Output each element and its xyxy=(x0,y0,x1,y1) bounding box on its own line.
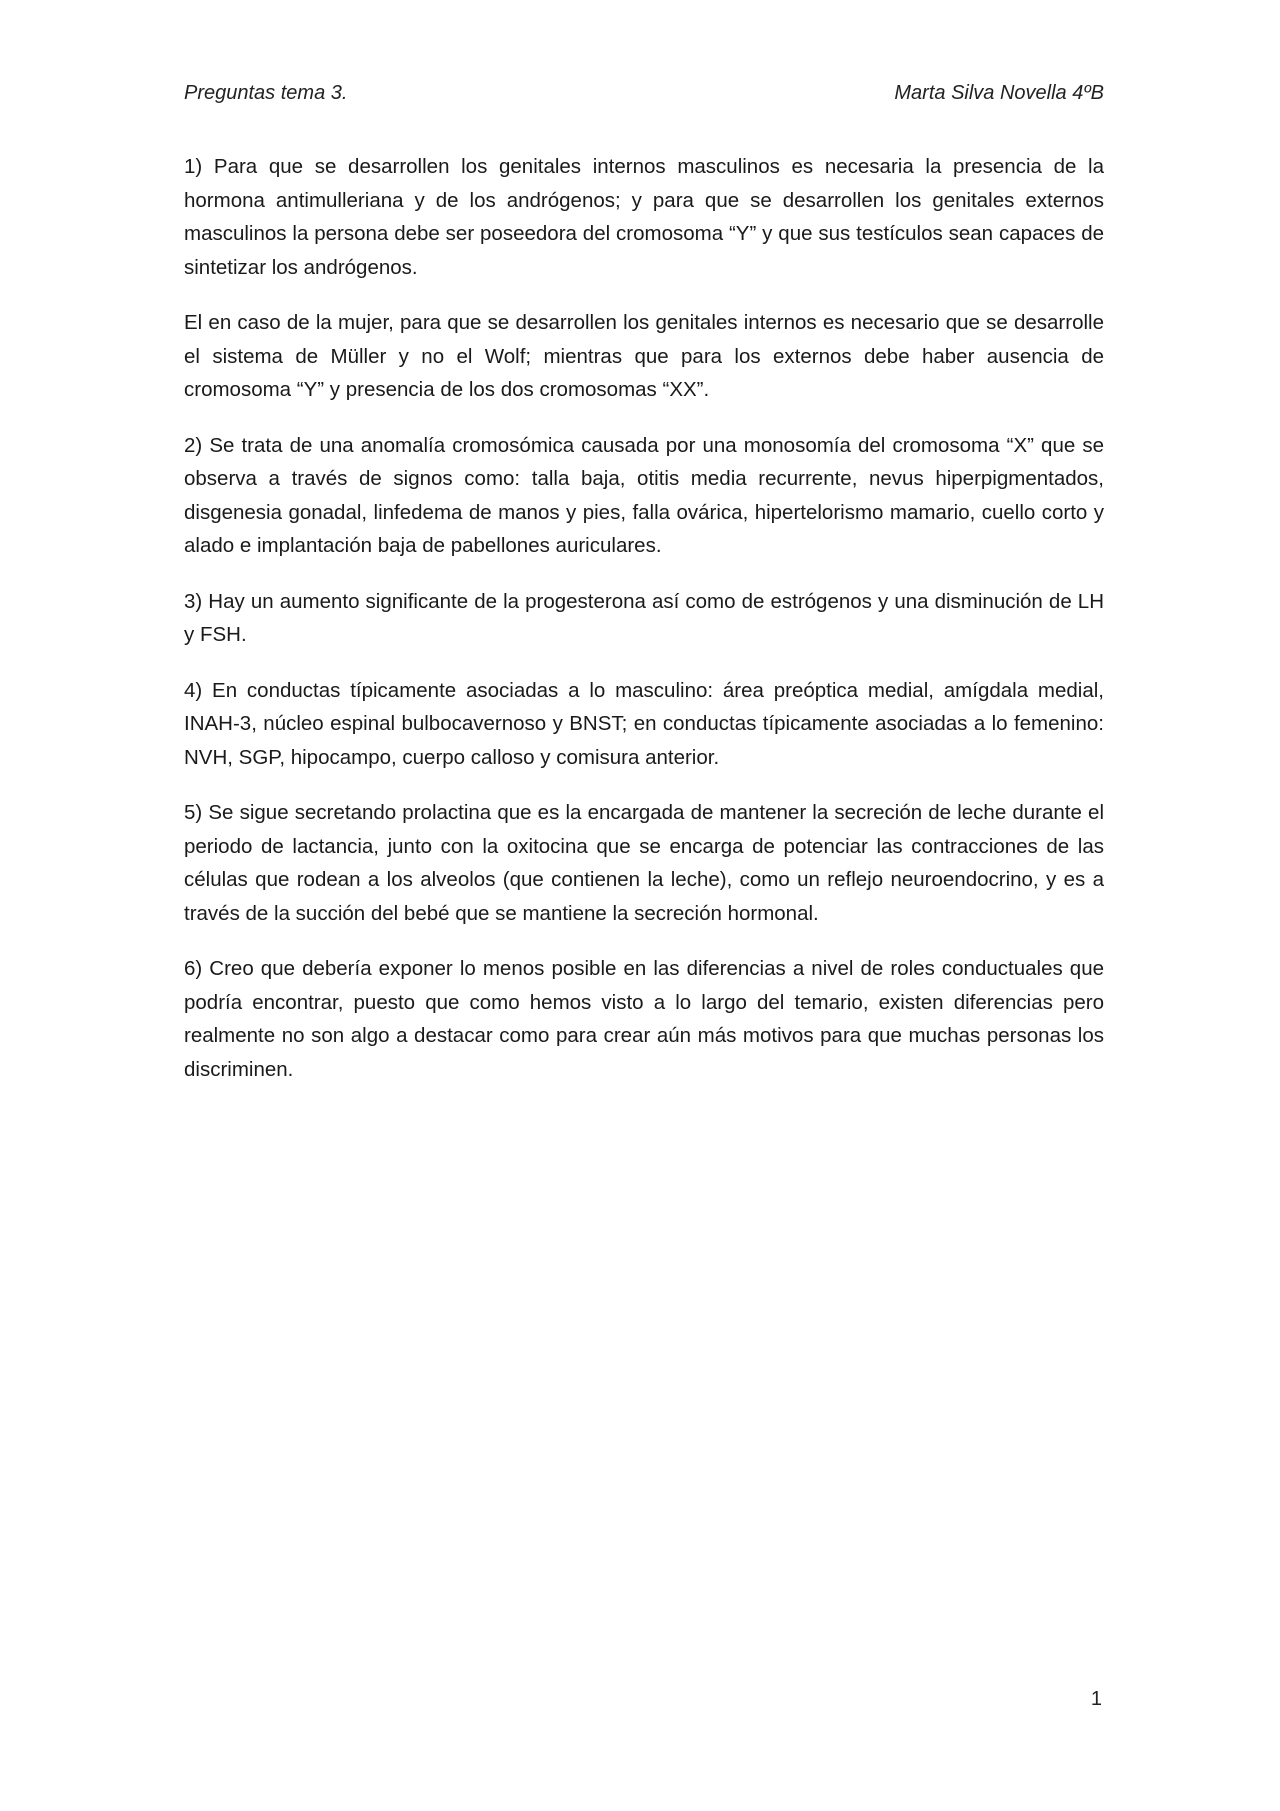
header-title: Preguntas tema 3. xyxy=(184,81,348,104)
answer-2-paragraph: 2) Se trata de una anomalía cromosómica causada por una monosomía del cromosoma “X” que se observa a través de signos como: talla baja, otitis media recurrente, nevus hiperpigmentados, disgenesia gonadal, linfedema de manos y pies, falla ovárica, hipertelorismo mamario, cuello corto y alado e implantación baja de pabellones auriculares. xyxy=(184,433,1104,557)
answer-3-paragraph: 3) Hay un aumento significante de la progesterona así como de estrógenos y una disminución de LH y FSH. xyxy=(184,589,1104,646)
answer-4-paragraph: 4) En conductas típicamente asociadas a lo masculino: área preóptica medial, amígdala medial, INAH-3, núcleo espinal bulbocavernoso y BNST; en conductas típicamente asociadas a lo femenino: NVH, SGP, hipocampo, cuerpo calloso y comisura anterior. xyxy=(184,678,1104,769)
document-body xyxy=(184,150,1104,1108)
answer-1-paragraph: 1) Para que se desarrollen los genitales internos masculinos es necesaria la presencia de la hormona antimulleriana y de los andrógenos; y para que se desarrollen los genitales externos masculinos la persona debe ser poseedora del cromosoma “Y” y que sus testículos sean capaces de sintetizar los andrógenos. xyxy=(184,155,1104,279)
page-number: 1 xyxy=(1090,1688,1102,1710)
answer-5-paragraph: 5) Se sigue secretando prolactina que es la encargada de mantener la secreción de leche durante el periodo de lactancia, junto con la oxitocina que se encarga de potenciar las contracciones de las células que rodean a los alveolos (que contienen la leche), como un reflejo neuroendocrino, y es a través de la succión del bebé que se mantiene la secreción hormonal. xyxy=(184,801,1104,925)
header-author: Marta Silva Novella 4ºB xyxy=(894,81,1104,104)
answer-1-continuation-paragraph: El en caso de la mujer, para que se desarrollen los genitales internos es necesario que se desarrolle el sistema de Müller y no el Wolf; mientras que para los externos debe haber ausencia de cromosoma “Y” y presencia de los dos cromosomas “XX”. xyxy=(184,311,1104,401)
page-header xyxy=(184,76,1104,110)
answer-6-paragraph: 6) Creo que debería exponer lo menos posible en las diferencias a nivel de roles conductuales que podría encontrar, puesto que como hemos visto a lo largo del temario, existen diferencias pero realmente no son algo a destacar como para crear aún más motivos para que muchas personas los discriminen. xyxy=(184,957,1104,1081)
